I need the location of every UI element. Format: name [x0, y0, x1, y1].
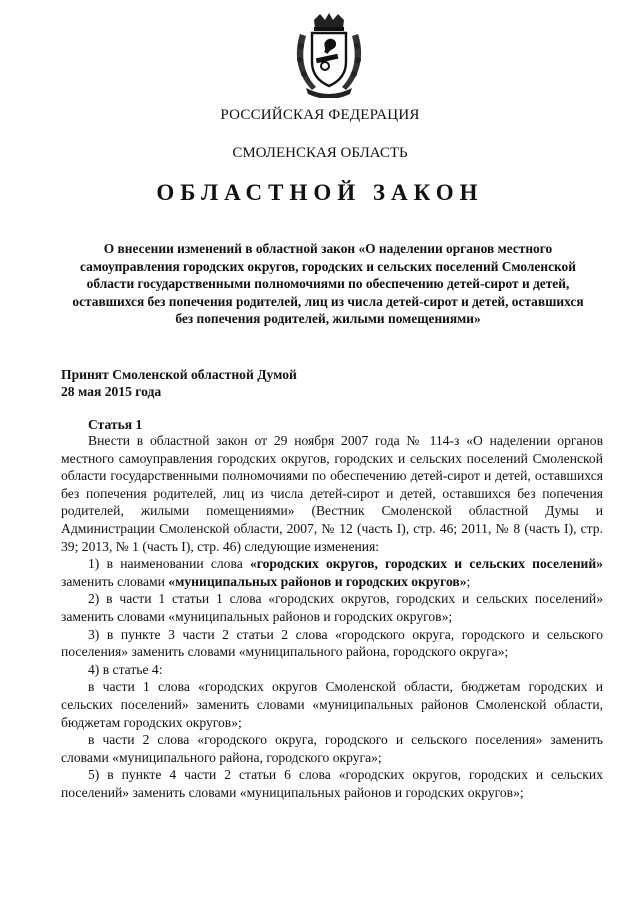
article-item-5: 5) в пункте 4 части 2 статьи 6 слова «городских округов, городских и сельских поселений» заменить словами «муниципальных районов и городских округов»; — [61, 767, 603, 800]
article-item-3: 3) в пункте 3 части 2 статьи 2 слова «городского округа, городского и сельского поселения» заменить словами «муниципального района, городского округа»; — [61, 626, 603, 660]
article-body — [61, 432, 603, 801]
article-item-2: 2) в части 1 статьи 1 слова «городских округов, городских и сельских поселений» заменить словами «муниципальных районов и городских округов»; — [61, 591, 603, 624]
region-heading: СМОЛЕНСКАЯ ОБЛАСТЬ — [232, 145, 408, 161]
item-1-text-a: 1) в наименовании слова — [88, 556, 250, 572]
item-1-text-e: ; — [466, 573, 471, 589]
item-1-new-words: «муниципальных районов и городских округов» — [168, 573, 467, 589]
article-item-4: 4) в статье 4: — [88, 661, 163, 677]
country-heading: РОССИЙСКАЯ ФЕДЕРАЦИЯ — [220, 107, 420, 123]
article-item-1 — [61, 555, 603, 590]
adoption-info — [61, 366, 297, 400]
item-1-text-c: заменить словами — [61, 573, 169, 589]
item-1-old-words: «городских округов, городских и сельских поселений» — [250, 556, 603, 572]
adoption-date: 28 мая 2015 года — [61, 384, 162, 399]
article-intro-paragraph: Внести в областной закон от 29 ноября 2007 года № 114-з «О наделении органов местного самоуправления городских округов, городских и сельских поселений Смоленской области государственными полномочиями по обеспечению детей-сирот и детей, оставшихся без попечения родителей, лиц из числа детей-сирот и детей, оставшихся без попечения родителей, жилыми помещениями» (Вестник Смоленской областной Думы и Администрации Смоленской области, 2007, № 12 (часть I), стр. 46; 2011, № 8 (часть I), стр. 39; 2013, № 1 (часть I), стр. 46) следующие изменения: — [61, 433, 603, 554]
article-item-4-part-1: в части 1 слова «городских округов Смоленской области, бюджетам городских и сельских поселений» заменить словами «муниципальных районов Смоленской области, бюджетам городских округов»; — [61, 679, 603, 730]
smolensk-coat-of-arms-icon — [292, 12, 366, 98]
document-type-title: ОБЛАСТНОЙ ЗАКОН — [156, 180, 484, 205]
adoption-body: Принят Смоленской областной Думой — [61, 367, 297, 382]
law-subject-title: О внесении изменений в областной закон «О наделении органов местного самоуправления городских округов, городских и сельских поселений Смоленской области государственными полномочиями по обеспечению детей-сирот и детей, оставшихся без попечения родителей, лиц из числа детей-сирот и детей, оставшихся без попечения родителей, жилыми помещениями» — [72, 241, 584, 327]
article-heading: Статья 1 — [88, 417, 143, 432]
article-item-4-part-2: в части 2 слова «городского округа, городского и сельского поселения» заменить словами «муниципального района, городского округа»; — [61, 732, 603, 765]
